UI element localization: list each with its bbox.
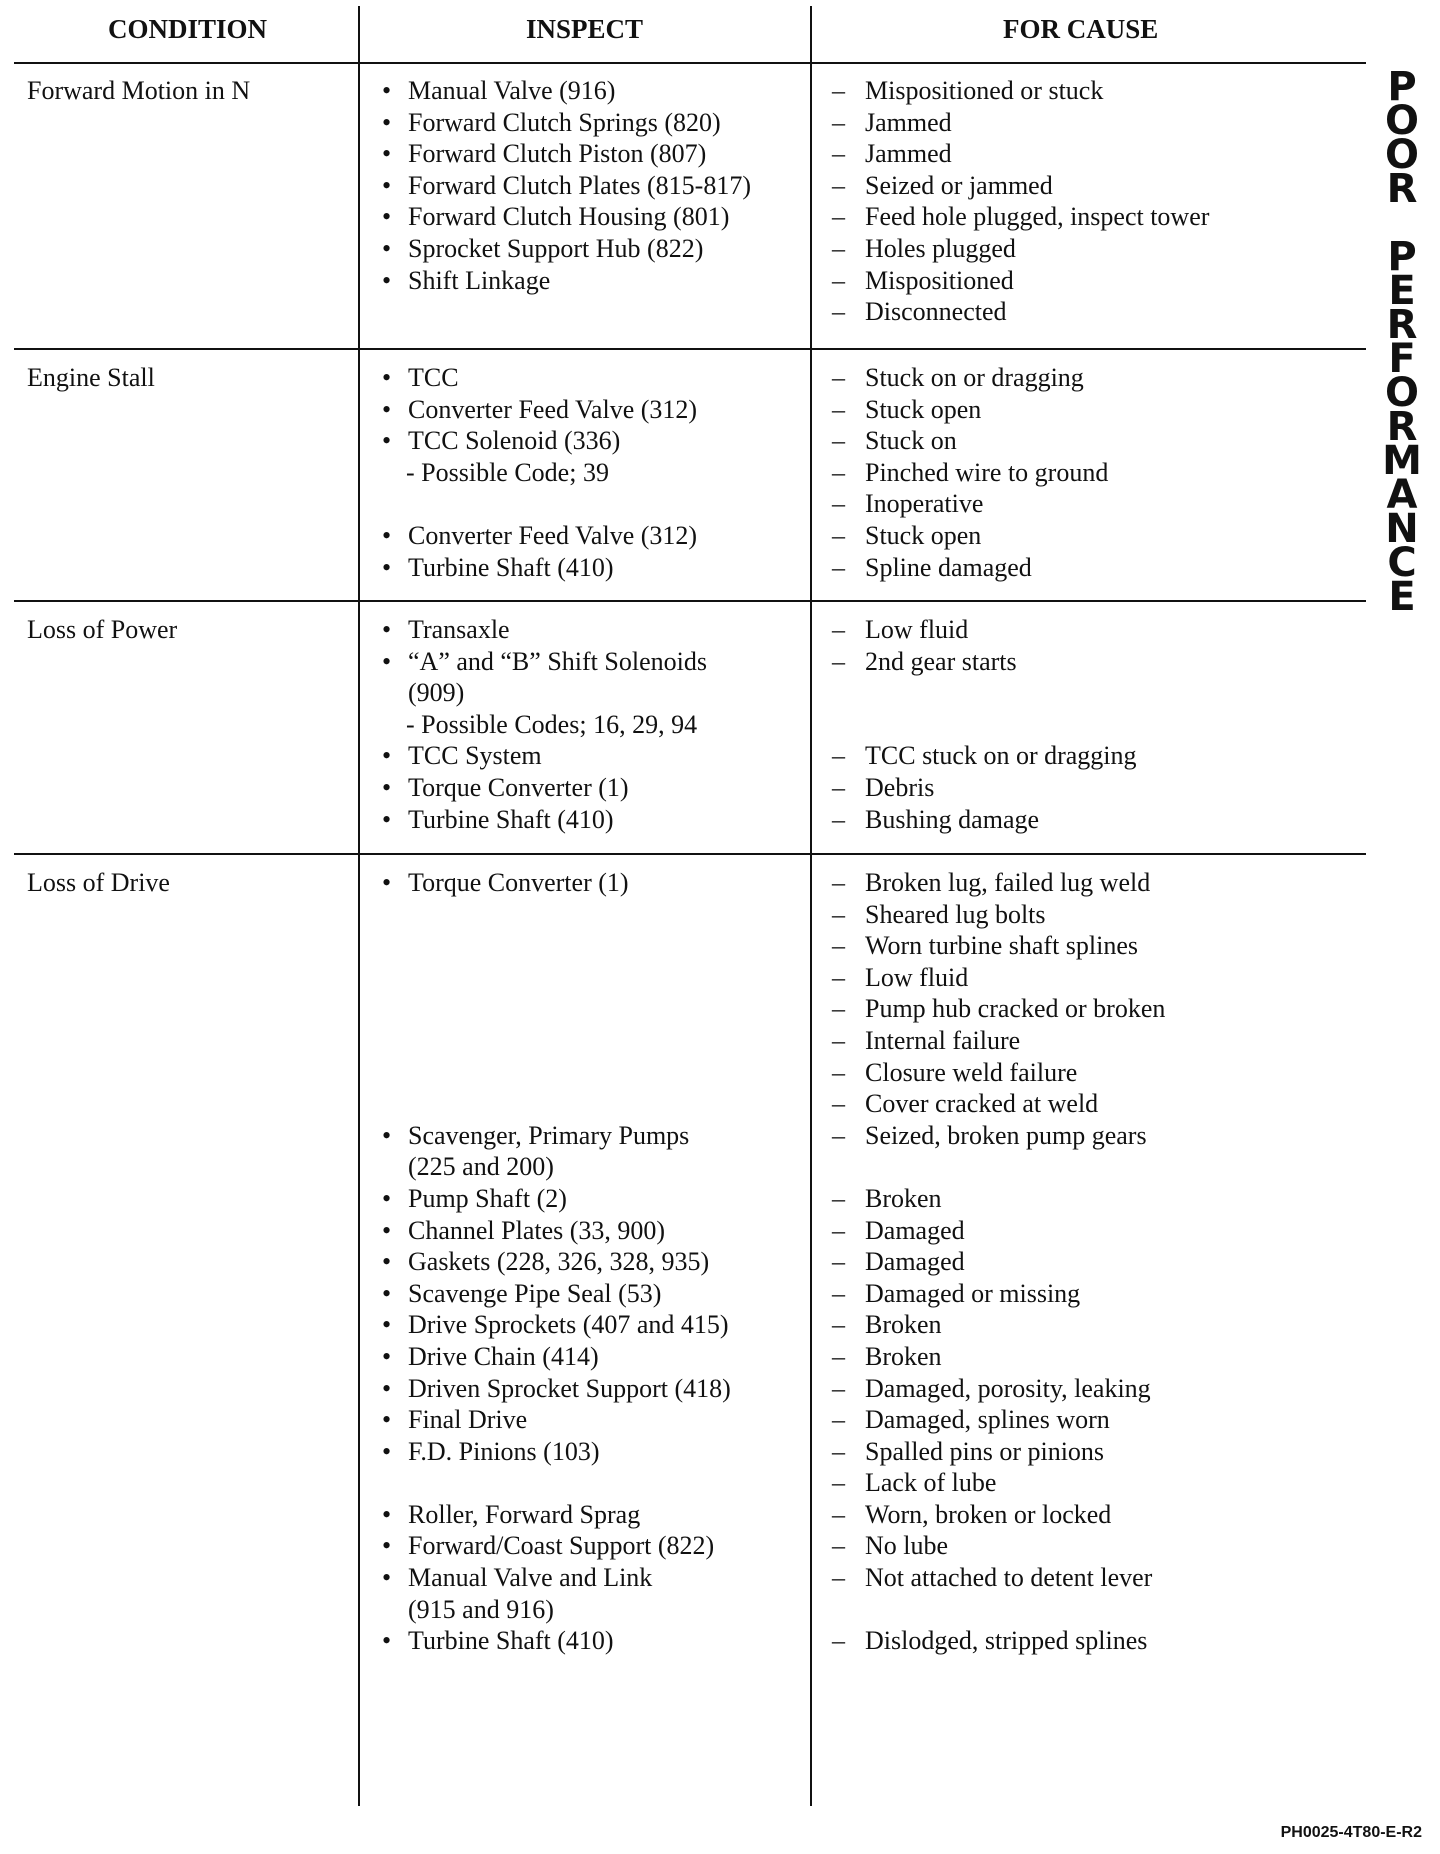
cause-item: – Debris — [832, 772, 1137, 804]
condition-loss-of-power: Loss of Power — [27, 615, 178, 644]
inspect-item: • Pump Shaft (2) — [378, 1183, 731, 1215]
cause-list-engine-stall — [832, 362, 1108, 583]
side-letter: O — [1384, 132, 1419, 178]
inspect-item: • Forward Clutch Housing (801) — [378, 201, 751, 233]
inspect-item: • Gaskets (228, 326, 328, 935) — [378, 1246, 731, 1278]
inspect-item: • Drive Sprockets (407 and 415) — [378, 1309, 731, 1341]
cause-item: – Inoperative — [832, 488, 1108, 520]
cause-item: – Jammed — [832, 107, 1209, 139]
side-letter: R — [1386, 404, 1418, 450]
inspect-item: • Turbine Shaft (410) — [378, 804, 707, 836]
side-letter: O — [1384, 98, 1419, 144]
side-letter: R — [1386, 302, 1418, 348]
cause-item: – 2nd gear starts — [832, 646, 1137, 678]
inspect-item: • Drive Chain (414) — [378, 1341, 731, 1373]
header-condition: CONDITION — [108, 14, 268, 44]
side-letter: N — [1385, 506, 1419, 552]
figure-code: PH0025-4T80-E-R2 — [1280, 1824, 1422, 1841]
spacer — [378, 962, 731, 994]
cause-list-loss-of-drive — [832, 867, 1165, 1657]
cause-item: – Seized or jammed — [832, 170, 1209, 202]
cause-item: – No lube — [832, 1530, 1165, 1562]
possible-code-note: - Possible Codes; 16, 29, 94 — [406, 709, 698, 739]
condition-forward-motion: Forward Motion in N — [27, 76, 251, 105]
inspect-item: • Turbine Shaft (410) — [378, 1625, 731, 1657]
cause-item: – Low fluid — [832, 962, 1165, 994]
inspect-list-engine-stall — [378, 362, 697, 583]
cause-item: – Internal failure — [832, 1025, 1165, 1057]
cause-item: – Damaged — [832, 1246, 1165, 1278]
cause-item: – Not attached to detent lever — [832, 1562, 1165, 1594]
cause-item: – Cover cracked at weld — [832, 1088, 1165, 1120]
cause-list-forward-motion — [832, 75, 1209, 328]
inspect-item: • Converter Feed Valve (312) — [378, 394, 697, 426]
row-divider-2 — [14, 600, 1366, 602]
inspect-list-loss-of-power — [378, 614, 707, 835]
inspect-item: • Forward Clutch Plates (815-817) — [378, 170, 751, 202]
cause-item: – Damaged or missing — [832, 1278, 1165, 1310]
cause-item: – Broken — [832, 1309, 1165, 1341]
inspect-item: • Driven Sprocket Support (418) — [378, 1373, 731, 1405]
cause-item: – Worn turbine shaft splines — [832, 930, 1165, 962]
spacer — [378, 1467, 731, 1499]
inspect-item: • Final Drive — [378, 1404, 731, 1436]
cause-item: – Pump hub cracked or broken — [832, 993, 1165, 1025]
cause-item: – Stuck on — [832, 425, 1108, 457]
cause-item: – Stuck open — [832, 520, 1108, 552]
row-divider-1 — [14, 348, 1366, 350]
side-label-poor-performance — [1380, 64, 1424, 620]
inspect-item: • Converter Feed Valve (312) — [378, 520, 697, 552]
inspect-item: • Manual Valve (916) — [378, 75, 751, 107]
side-letter: F — [1388, 336, 1416, 382]
condition-engine-stall: Engine Stall — [27, 363, 155, 392]
side-letter: P — [1387, 64, 1417, 110]
cause-item: – Broken — [832, 1183, 1165, 1215]
inspect-item: • TCC Solenoid (336) — [378, 425, 697, 457]
cause-item: – Damaged, porosity, leaking — [832, 1373, 1165, 1405]
spacer — [378, 1088, 731, 1120]
cause-item: – Worn, broken or locked — [832, 1499, 1165, 1531]
cause-item: – Mispositioned — [832, 265, 1209, 297]
cause-item: – Holes plugged — [832, 233, 1209, 265]
inspect-item-continuation: (225 and 200) — [408, 1152, 554, 1182]
cause-item: – Damaged, splines worn — [832, 1404, 1165, 1436]
inspect-item: • Forward Clutch Springs (820) — [378, 107, 751, 139]
inspect-item: • Channel Plates (33, 900) — [378, 1215, 731, 1247]
cause-item: – Dislodged, stripped splines — [832, 1625, 1165, 1657]
condition-loss-of-drive: Loss of Drive — [27, 868, 170, 897]
cause-item: – Spline damaged — [832, 552, 1108, 584]
column-divider-2 — [810, 6, 812, 1806]
side-letter: E — [1388, 268, 1416, 314]
spacer — [832, 677, 1137, 709]
side-letter: O — [1384, 370, 1419, 416]
side-letter: R — [1386, 166, 1418, 212]
cause-item: – Damaged — [832, 1215, 1165, 1247]
cause-list-loss-of-power — [832, 614, 1137, 835]
inspect-item: • Transaxle — [378, 614, 707, 646]
cause-item: – Sheared lug bolts — [832, 899, 1165, 931]
header-for-cause: FOR CAUSE — [1003, 14, 1159, 44]
inspect-item: • TCC System — [378, 740, 707, 772]
inspect-item: • Forward Clutch Piston (807) — [378, 138, 751, 170]
inspect-item: • Torque Converter (1) — [378, 867, 731, 899]
side-letter: P — [1387, 234, 1417, 280]
cause-item: – Pinched wire to ground — [832, 457, 1108, 489]
inspect-item: • Turbine Shaft (410) — [378, 552, 697, 584]
column-divider-1 — [358, 6, 360, 1806]
inspect-item: • “A” and “B” Shift Solenoids — [378, 646, 707, 678]
inspect-item: • Scavenge Pipe Seal (53) — [378, 1278, 731, 1310]
cause-item: – Lack of lube — [832, 1467, 1165, 1499]
inspect-list-forward-motion — [378, 75, 751, 296]
cause-item: – Feed hole plugged, inspect tower — [832, 201, 1209, 233]
inspect-item: • TCC — [378, 362, 697, 394]
cause-item: – Low fluid — [832, 614, 1137, 646]
cause-item: – TCC stuck on or dragging — [832, 740, 1137, 772]
cause-item: – Stuck open — [832, 394, 1108, 426]
spacer — [378, 1025, 731, 1057]
side-letter: A — [1386, 472, 1418, 518]
cause-item: – Bushing damage — [832, 804, 1137, 836]
spacer — [378, 930, 731, 962]
inspect-item: • F.D. Pinions (103) — [378, 1436, 731, 1468]
header-inspect: INSPECT — [526, 14, 644, 44]
cause-item: – Stuck on or dragging — [832, 362, 1108, 394]
cause-item: – Spalled pins or pinions — [832, 1436, 1165, 1468]
inspect-item: • Scavenger, Primary Pumps — [378, 1120, 731, 1152]
spacer — [378, 1057, 731, 1089]
spacer — [832, 709, 1137, 741]
cause-item: – Broken — [832, 1341, 1165, 1373]
spacer — [378, 488, 697, 520]
inspect-list-loss-of-drive — [378, 867, 731, 1657]
possible-code-note: - Possible Code; 39 — [406, 457, 609, 487]
spacer — [832, 1151, 1165, 1183]
inspect-item-continuation: (909) — [408, 678, 465, 708]
inspect-item: • Sprocket Support Hub (822) — [378, 233, 751, 265]
spacer — [378, 899, 731, 931]
side-letter: E — [1388, 574, 1416, 620]
cause-item: – Jammed — [832, 138, 1209, 170]
inspect-item-continuation: (915 and 916) — [408, 1594, 554, 1624]
spacer — [378, 993, 731, 1025]
spacer — [832, 1594, 1165, 1626]
inspect-item: • Torque Converter (1) — [378, 772, 707, 804]
row-divider-3 — [14, 853, 1366, 855]
cause-item: – Seized, broken pump gears — [832, 1120, 1165, 1152]
header-rule — [14, 62, 1366, 64]
cause-item: – Closure weld failure — [832, 1057, 1165, 1089]
inspect-item: • Roller, Forward Sprag — [378, 1499, 731, 1531]
cause-item: – Broken lug, failed lug weld — [832, 867, 1165, 899]
inspect-item: • Manual Valve and Link — [378, 1562, 731, 1594]
cause-item: – Disconnected — [832, 296, 1209, 328]
inspect-item: • Shift Linkage — [378, 265, 751, 297]
side-letter: C — [1387, 540, 1417, 586]
cause-item: – Mispositioned or stuck — [832, 75, 1209, 107]
side-letter: M — [1382, 438, 1422, 484]
inspect-item: • Forward/Coast Support (822) — [378, 1530, 731, 1562]
